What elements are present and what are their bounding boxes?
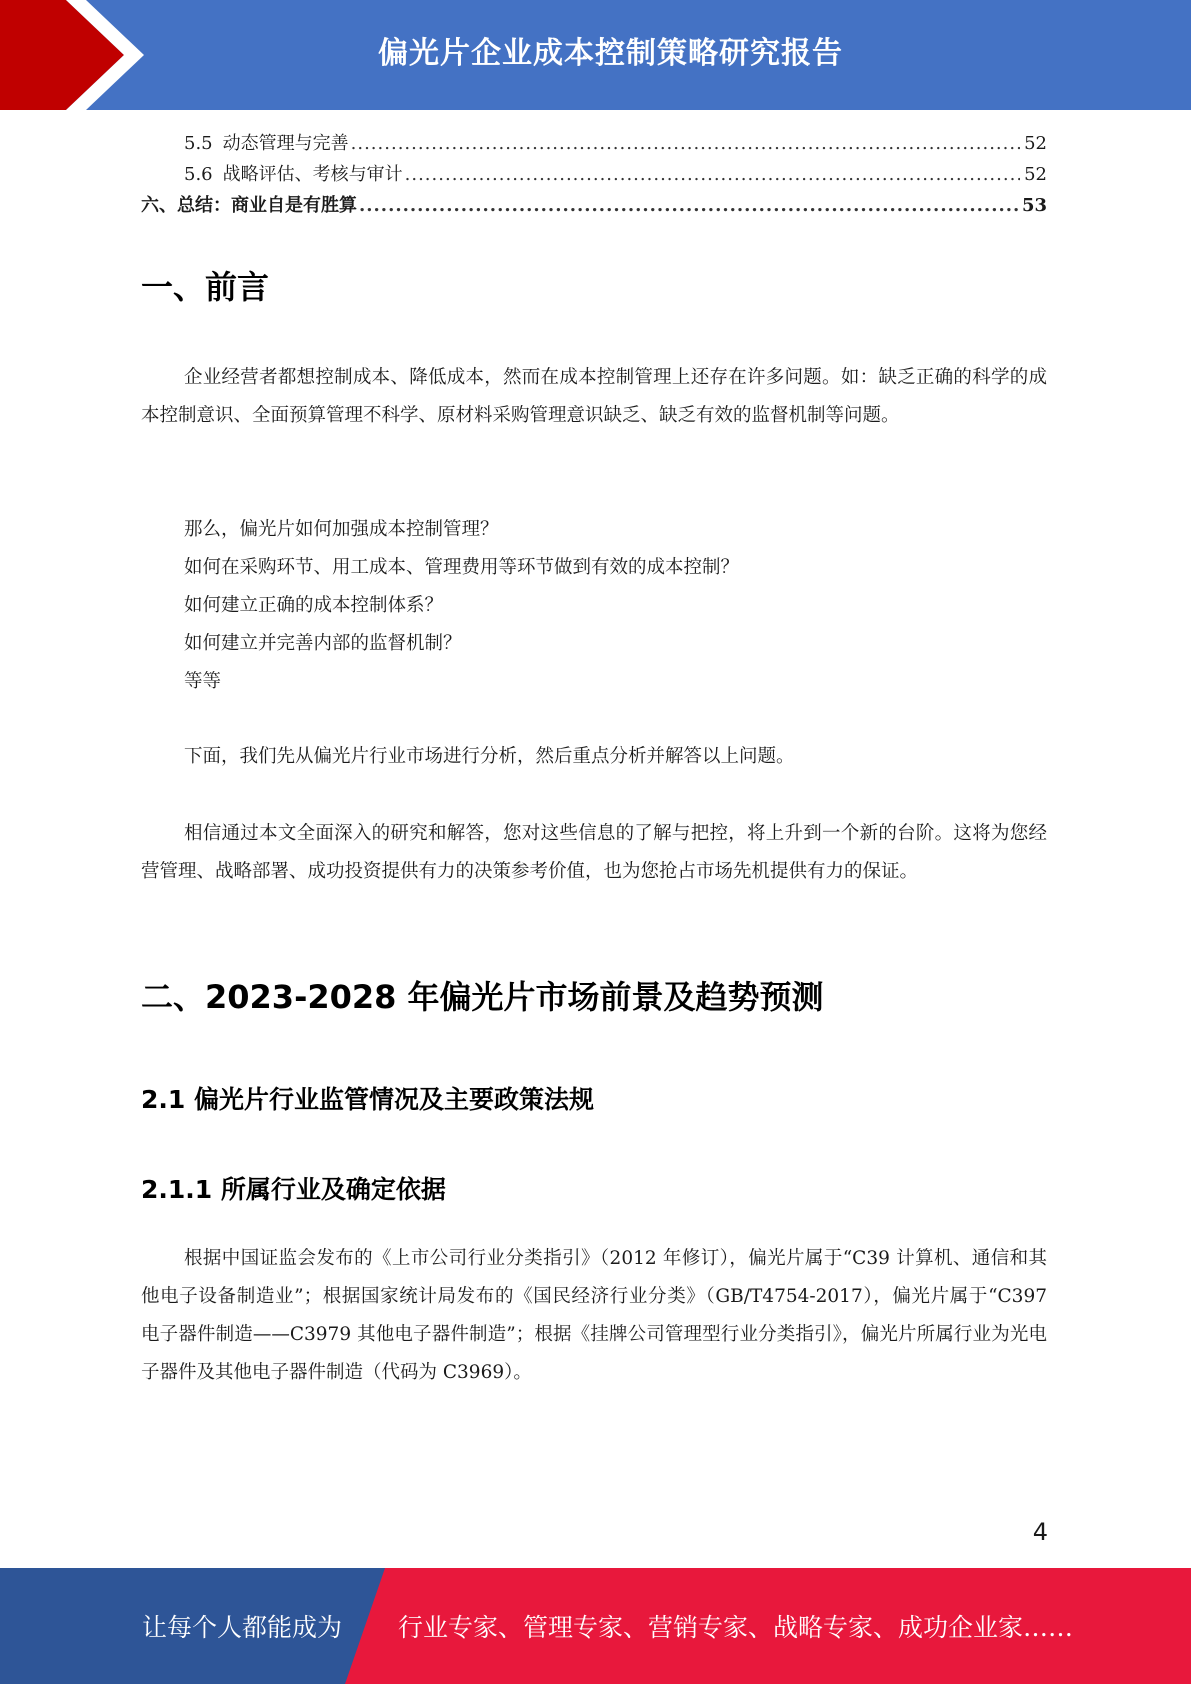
section-heading-market-forecast: 二、2023-2028 年偏光片市场前景及趋势预测 — [141, 978, 824, 1016]
question-item: 如何建立正确的成本控制体系？ — [184, 595, 444, 616]
subsection-heading-industry-basis: 2.1.1 所属行业及确定依据 — [141, 1175, 446, 1204]
question-item: 等等 — [184, 671, 222, 692]
toc-entry-page: 52 — [1024, 133, 1047, 154]
toc-entry-title: 战略评估、考核与审计 — [222, 164, 403, 185]
toc-entry-page: 53 — [1021, 195, 1047, 216]
paragraph-analysis: 下面，我们先从偏光片行业市场进行分析，然后重点分析并解答以上问题。 — [184, 746, 795, 767]
header-title: 偏光片企业成本控制策略研究报告 — [378, 36, 843, 71]
toc-leader-dots — [359, 195, 1018, 216]
section-heading-preface: 一、前言 — [141, 268, 270, 306]
page-footer — [0, 1568, 1191, 1684]
question-item: 那么，偏光片如何加强成本控制管理？ — [184, 519, 499, 540]
question-item: 如何在采购环节、用工成本、管理费用等环节做到有效的成本控制？ — [184, 557, 740, 578]
toc-entry-number: 5.6 — [184, 164, 213, 185]
footer-slogan-left: 让每个人都能成为 — [142, 1613, 343, 1642]
toc-entry-title: 六、总结：商业自是有胜算 — [141, 195, 357, 216]
subsection-heading-regulation: 2.1 偏光片行业监管情况及主要政策法规 — [141, 1085, 594, 1114]
toc-leader-dots — [405, 164, 1020, 185]
paragraph-intro: 企业经营者都想控制成本、降低成本，然而在成本控制管理上还存在许多问题。如：缺乏正确的科学的成本控制意识、全面预算管理不科学、原材料采购管理意识缺乏、缺乏有效的监督机制等问题。 — [141, 367, 1047, 426]
footer-slogan-right: 行业专家、管理专家、营销专家、战略专家、成功企业家…… — [398, 1613, 1074, 1642]
toc-entry[interactable] — [141, 129, 1047, 160]
toc-entry[interactable] — [141, 160, 1047, 191]
page-header — [0, 0, 1191, 110]
toc-entry-number: 5.5 — [184, 133, 213, 154]
question-list — [184, 511, 739, 701]
toc-entry-title: 动态管理与完善 — [222, 133, 349, 154]
paragraph-industry-classification: 根据中国证监会发布的《上市公司行业分类指引》（2012 年修订），偏光片属于“C39 计算机、通信和其他电子设备制造业”；根据国家统计局发布的《国民经济行业分类》（GB/T4754-2017），偏光片属于“C397 电子器件制造——C3979 其他电子器件制造”；根据《挂牌公司管理型行业分类指引》，偏光片所属行业为光电子器件及其他电子器件制造（代码为 C3969）。 — [141, 1248, 1047, 1383]
paragraph-value: 相信通过本文全面深入的研究和解答，您对这些信息的了解与把控，将上升到一个新的台阶。这将为您经营管理、战略部署、成功投资提供有力的决策参考价值，也为您抢占市场先机提供有力的保证。 — [141, 823, 1047, 882]
question-item: 如何建立并完善内部的监督机制？ — [184, 633, 462, 654]
toc-entry-page: 52 — [1024, 164, 1047, 185]
toc-entry[interactable] — [141, 191, 1047, 222]
toc-leader-dots — [351, 133, 1020, 154]
table-of-contents — [141, 129, 1047, 222]
page-number: 4 — [1032, 1518, 1048, 1546]
